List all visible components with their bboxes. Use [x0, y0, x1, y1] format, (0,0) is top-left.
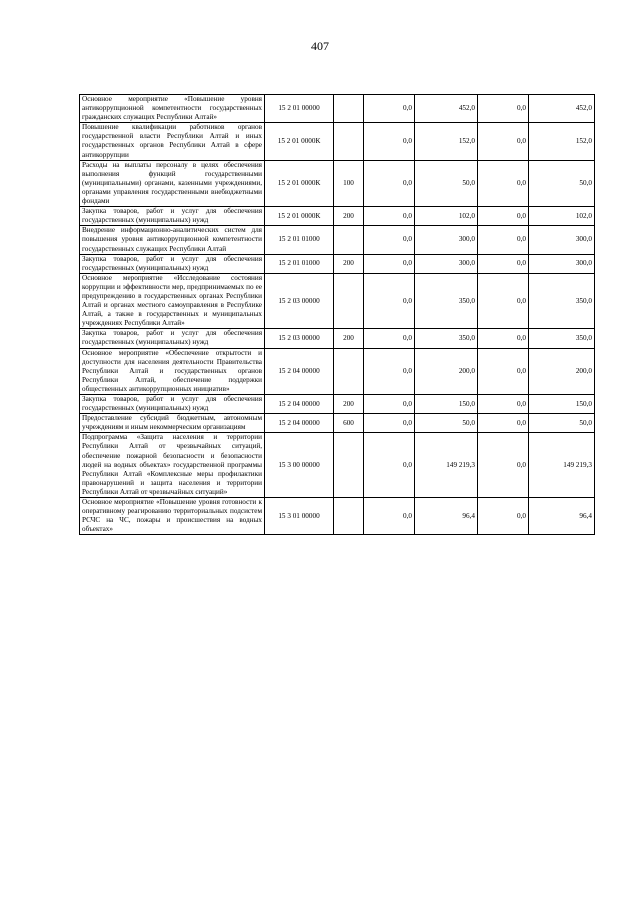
table-row: [80, 123, 595, 160]
row-expense-type-cell: 200: [334, 207, 364, 226]
row-value-3-cell: 0,0: [478, 348, 529, 394]
row-value-3-cell: 0,0: [478, 95, 529, 123]
row-value-2-cell: 300,0: [415, 254, 478, 273]
row-value-3-cell: 0,0: [478, 123, 529, 160]
row-code-cell: 15 3 01 00000: [265, 498, 334, 535]
row-code-cell: 15 3 00 00000: [265, 433, 334, 498]
row-value-2-cell: 350,0: [415, 273, 478, 329]
row-value-2-cell: 96,4: [415, 498, 478, 535]
row-expense-type-cell: 100: [334, 160, 364, 206]
row-value-1-cell: 0,0: [364, 395, 415, 414]
row-value-2-cell: 300,0: [415, 226, 478, 254]
row-expense-type-cell: [334, 348, 364, 394]
row-value-3-cell: 0,0: [478, 498, 529, 535]
row-value-1-cell: 0,0: [364, 348, 415, 394]
table-row: [80, 395, 595, 414]
table-row: [80, 433, 595, 498]
row-name-cell: Закупка товаров, работ и услуг для обеспечения государственных (муниципальных) нужд: [80, 254, 265, 273]
row-value-1-cell: 0,0: [364, 123, 415, 160]
row-value-3-cell: 0,0: [478, 273, 529, 329]
row-code-cell: 15 2 03 00000: [265, 273, 334, 329]
row-code-cell: 15 2 04 00000: [265, 414, 334, 433]
row-name-cell: Основное мероприятие «Обеспечение открытости и доступности для населения деятельности Правительства Республики Алтай и государственных органов Республики Алтай, обеспечение поддержки общественных антикоррупционных инициатив»: [80, 348, 265, 394]
row-expense-type-cell: [334, 123, 364, 160]
table-row: [80, 207, 595, 226]
row-expense-type-cell: 600: [334, 414, 364, 433]
row-code-cell: 15 2 01 01000: [265, 226, 334, 254]
row-value-2-cell: 50,0: [415, 414, 478, 433]
row-name-cell: Внедрение информационно-аналитических систем для повышения уровня антикоррупционной компетентности государственных служащих Республики Алтай: [80, 226, 265, 254]
row-value-3-cell: 0,0: [478, 433, 529, 498]
row-code-cell: 15 2 03 00000: [265, 329, 334, 348]
row-value-3-cell: 0,0: [478, 254, 529, 273]
row-value-2-cell: 102,0: [415, 207, 478, 226]
row-expense-type-cell: [334, 498, 364, 535]
row-value-4-cell: 350,0: [529, 273, 595, 329]
row-value-1-cell: 0,0: [364, 207, 415, 226]
table-row: [80, 498, 595, 535]
row-code-cell: 15 2 01 01000: [265, 254, 334, 273]
row-expense-type-cell: [334, 226, 364, 254]
row-value-4-cell: 50,0: [529, 160, 595, 206]
row-value-4-cell: 452,0: [529, 95, 595, 123]
table-row: [80, 160, 595, 206]
row-value-1-cell: 0,0: [364, 95, 415, 123]
row-value-4-cell: 102,0: [529, 207, 595, 226]
row-value-3-cell: 0,0: [478, 226, 529, 254]
row-code-cell: 15 2 04 00000: [265, 348, 334, 394]
row-value-1-cell: 0,0: [364, 414, 415, 433]
row-value-4-cell: 300,0: [529, 226, 595, 254]
row-expense-type-cell: [334, 433, 364, 498]
row-value-2-cell: 350,0: [415, 329, 478, 348]
row-value-2-cell: 200,0: [415, 348, 478, 394]
row-code-cell: 15 2 01 0000К: [265, 160, 334, 206]
row-value-1-cell: 0,0: [364, 329, 415, 348]
table-row: [80, 254, 595, 273]
row-value-4-cell: 150,0: [529, 395, 595, 414]
row-name-cell: Основное мероприятие «Повышение уровня готовности к оперативному реагированию территориальных подсистем РСЧС на ЧС, пожары и происшествия на водных объектах»: [80, 498, 265, 535]
row-name-cell: Закупка товаров, работ и услуг для обеспечения государственных (муниципальных) нужд: [80, 329, 265, 348]
table-row: [80, 414, 595, 433]
row-value-4-cell: 200,0: [529, 348, 595, 394]
row-value-4-cell: 149 219,3: [529, 433, 595, 498]
row-value-2-cell: 152,0: [415, 123, 478, 160]
row-code-cell: 15 2 01 0000К: [265, 207, 334, 226]
row-value-1-cell: 0,0: [364, 273, 415, 329]
row-expense-type-cell: [334, 273, 364, 329]
page-number: 407: [311, 39, 329, 53]
row-value-1-cell: 0,0: [364, 254, 415, 273]
row-value-2-cell: 149 219,3: [415, 433, 478, 498]
row-value-4-cell: 50,0: [529, 414, 595, 433]
row-code-cell: 15 2 01 00000: [265, 95, 334, 123]
row-name-cell: Закупка товаров, работ и услуг для обеспечения государственных (муниципальных) нужд: [80, 207, 265, 226]
row-value-4-cell: 350,0: [529, 329, 595, 348]
row-name-cell: Предоставление субсидий бюджетным, автономным учреждениям и иным некоммерческим организациям: [80, 414, 265, 433]
table-row: [80, 226, 595, 254]
row-value-4-cell: 96,4: [529, 498, 595, 535]
row-value-3-cell: 0,0: [478, 329, 529, 348]
row-value-2-cell: 150,0: [415, 395, 478, 414]
row-value-3-cell: 0,0: [478, 414, 529, 433]
row-value-3-cell: 0,0: [478, 207, 529, 226]
budget-table: [79, 94, 595, 535]
row-expense-type-cell: 200: [334, 329, 364, 348]
row-value-1-cell: 0,0: [364, 160, 415, 206]
row-expense-type-cell: 200: [334, 254, 364, 273]
row-value-1-cell: 0,0: [364, 226, 415, 254]
row-name-cell: Повышение квалификации работников органов государственной власти Республики Алтай и иных государственных органов Республики Алтай в сфере антикоррупции: [80, 123, 265, 160]
row-value-2-cell: 50,0: [415, 160, 478, 206]
table-row: [80, 95, 595, 123]
row-value-1-cell: 0,0: [364, 498, 415, 535]
table-row: [80, 329, 595, 348]
row-name-cell: Расходы на выплаты персоналу в целях обеспечения выполнения функций государственными (муниципальными) органами, казенными учреждениями, органами управления государственными внебюджетными фондами: [80, 160, 265, 206]
row-expense-type-cell: 200: [334, 395, 364, 414]
row-value-2-cell: 452,0: [415, 95, 478, 123]
table-row: [80, 348, 595, 394]
row-name-cell: Закупка товаров, работ и услуг для обеспечения государственных (муниципальных) нужд: [80, 395, 265, 414]
row-name-cell: Подпрограмма «Защита населения и территории Республики Алтай от чрезвычайных ситуаций, обеспечение пожарной безопасности и безопасности людей на водных объектах» государственной программы Республики Алтай «Комплексные меры профилактики правонарушений и защита населения и территории Республики Алтай от чрезвычайных ситуаций»: [80, 433, 265, 498]
row-code-cell: 15 2 01 0000К: [265, 123, 334, 160]
row-expense-type-cell: [334, 95, 364, 123]
row-name-cell: Основное мероприятие «Исследование состояния коррупции и эффективности мер, предпринимаемых по ее предупреждению в государственных органах Республики Алтай и органах местного самоуправления в Республике Алтай, а также в государственных и муниципальных учреждениях Республики Алтай»: [80, 273, 265, 329]
row-value-3-cell: 0,0: [478, 395, 529, 414]
row-value-4-cell: 152,0: [529, 123, 595, 160]
table-row: [80, 273, 595, 329]
row-value-1-cell: 0,0: [364, 433, 415, 498]
row-value-3-cell: 0,0: [478, 160, 529, 206]
row-code-cell: 15 2 04 00000: [265, 395, 334, 414]
row-value-4-cell: 300,0: [529, 254, 595, 273]
row-name-cell: Основное мероприятие «Повышение уровня антикоррупционной компетентности государственных гражданских служащих Республики Алтай»: [80, 95, 265, 123]
